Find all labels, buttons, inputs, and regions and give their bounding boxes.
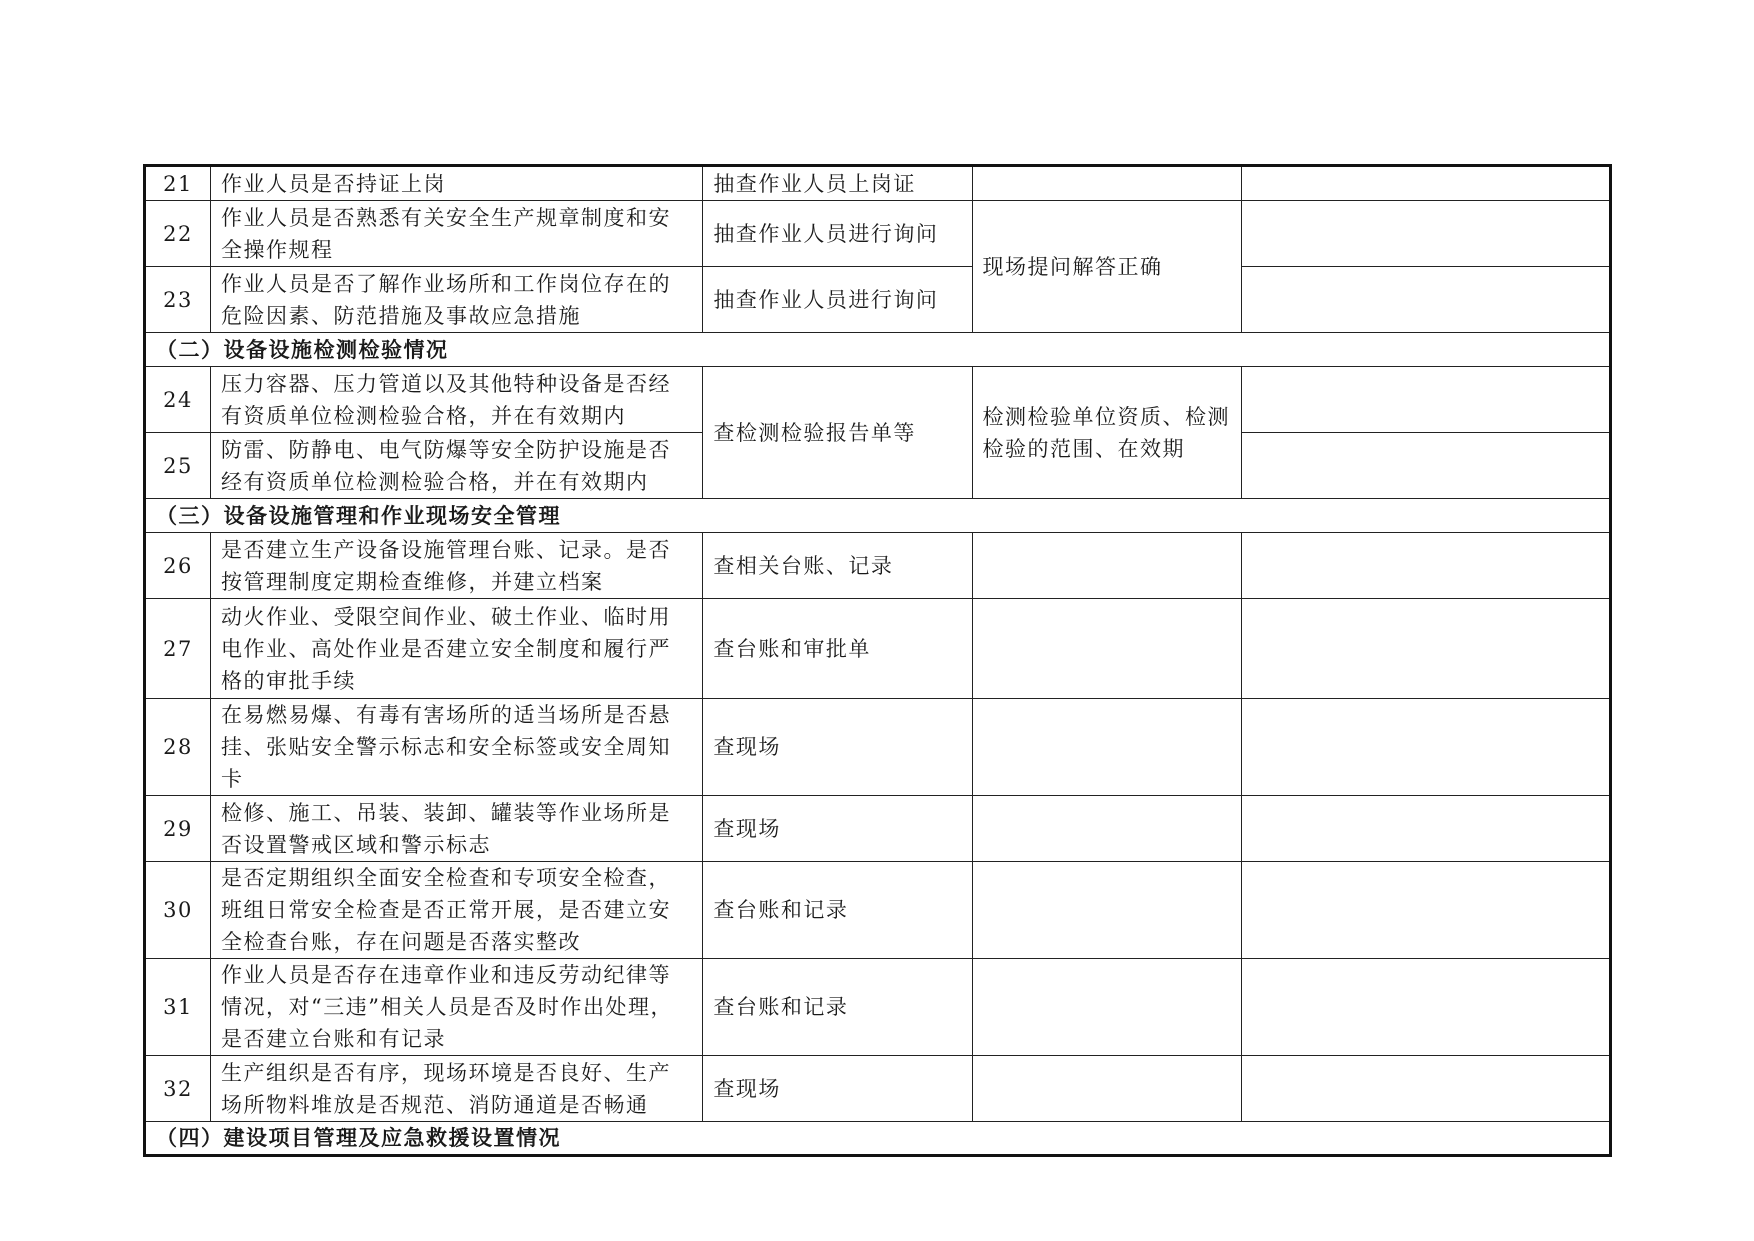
table-row bbox=[145, 1056, 1611, 1122]
item-number: 28 bbox=[145, 699, 211, 796]
check-standard bbox=[972, 599, 1241, 699]
check-method: 抽查作业人员进行询问 bbox=[703, 201, 972, 267]
check-standard bbox=[972, 959, 1241, 1056]
item-number: 30 bbox=[145, 862, 211, 959]
check-remark bbox=[1241, 959, 1610, 1056]
check-item: 在易燃易爆、有毒有害场所的适当场所是否悬挂、张贴安全警示标志和安全标签或安全周知卡 bbox=[211, 699, 703, 796]
check-method: 查相关台账、记录 bbox=[703, 533, 972, 599]
check-standard bbox=[972, 1056, 1241, 1122]
item-number: 27 bbox=[145, 599, 211, 699]
item-number: 21 bbox=[145, 166, 211, 201]
check-item: 是否定期组织全面安全检查和专项安全检查，班组日常安全检查是否正常开展，是否建立安全检查台账，存在问题是否落实整改 bbox=[211, 862, 703, 959]
table-row bbox=[145, 959, 1611, 1056]
section-heading: （四）建设项目管理及应急救援设置情况 bbox=[145, 1122, 1611, 1156]
item-number: 26 bbox=[145, 533, 211, 599]
check-method: 查台账和记录 bbox=[703, 862, 972, 959]
section-heading: （三）设备设施管理和作业现场安全管理 bbox=[145, 499, 1611, 533]
check-item: 检修、施工、吊装、装卸、罐装等作业场所是否设置警戒区域和警示标志 bbox=[211, 796, 703, 862]
item-number: 24 bbox=[145, 367, 211, 433]
table-row bbox=[145, 201, 1611, 267]
table-row bbox=[145, 699, 1611, 796]
check-item: 作业人员是否了解作业场所和工作岗位存在的危险因素、防范措施及事故应急措施 bbox=[211, 267, 703, 333]
check-item: 作业人员是否存在违章作业和违反劳动纪律等情况，对“三违”相关人员是否及时作出处理，是否建立台账和有记录 bbox=[211, 959, 703, 1056]
check-standard: 检测检验单位资质、检测检验的范围、在效期 bbox=[972, 367, 1241, 499]
safety-inspection-table bbox=[143, 164, 1612, 1157]
check-standard bbox=[972, 166, 1241, 201]
check-remark bbox=[1241, 862, 1610, 959]
table-row bbox=[145, 862, 1611, 959]
item-number: 31 bbox=[145, 959, 211, 1056]
section-row bbox=[145, 1122, 1611, 1156]
check-standard: 现场提问解答正确 bbox=[972, 201, 1241, 333]
table-row bbox=[145, 367, 1611, 433]
check-method: 查检测检验报告单等 bbox=[703, 367, 972, 499]
check-remark bbox=[1241, 166, 1610, 201]
check-remark bbox=[1241, 267, 1610, 333]
item-number: 25 bbox=[145, 433, 211, 499]
table-row bbox=[145, 599, 1611, 699]
check-method: 查台账和记录 bbox=[703, 959, 972, 1056]
check-method: 查现场 bbox=[703, 796, 972, 862]
section-row bbox=[145, 333, 1611, 367]
section-heading: （二）设备设施检测检验情况 bbox=[145, 333, 1611, 367]
check-standard bbox=[972, 796, 1241, 862]
check-remark bbox=[1241, 699, 1610, 796]
check-item: 动火作业、受限空间作业、破土作业、临时用电作业、高处作业是否建立安全制度和履行严格的审批手续 bbox=[211, 599, 703, 699]
check-remark bbox=[1241, 796, 1610, 862]
check-remark bbox=[1241, 201, 1610, 267]
check-method: 抽查作业人员进行询问 bbox=[703, 267, 972, 333]
check-standard bbox=[972, 862, 1241, 959]
table-row bbox=[145, 533, 1611, 599]
check-method: 抽查作业人员上岗证 bbox=[703, 166, 972, 201]
check-remark bbox=[1241, 367, 1610, 433]
check-remark bbox=[1241, 533, 1610, 599]
check-item: 是否建立生产设备设施管理台账、记录。是否按管理制度定期检查维修，并建立档案 bbox=[211, 533, 703, 599]
check-method: 查现场 bbox=[703, 699, 972, 796]
table-row bbox=[145, 796, 1611, 862]
section-row bbox=[145, 499, 1611, 533]
check-item: 生产组织是否有序，现场环境是否良好、生产场所物料堆放是否规范、消防通道是否畅通 bbox=[211, 1056, 703, 1122]
check-standard bbox=[972, 533, 1241, 599]
table-row bbox=[145, 267, 1611, 333]
check-remark bbox=[1241, 433, 1610, 499]
item-number: 23 bbox=[145, 267, 211, 333]
check-method: 查现场 bbox=[703, 1056, 972, 1122]
check-item: 作业人员是否持证上岗 bbox=[211, 166, 703, 201]
check-item: 压力容器、压力管道以及其他特种设备是否经有资质单位检测检验合格，并在有效期内 bbox=[211, 367, 703, 433]
check-method: 查台账和审批单 bbox=[703, 599, 972, 699]
item-number: 29 bbox=[145, 796, 211, 862]
item-number: 32 bbox=[145, 1056, 211, 1122]
check-remark bbox=[1241, 1056, 1610, 1122]
table-row bbox=[145, 166, 1611, 201]
check-item: 作业人员是否熟悉有关安全生产规章制度和安全操作规程 bbox=[211, 201, 703, 267]
check-standard bbox=[972, 699, 1241, 796]
check-item: 防雷、防静电、电气防爆等安全防护设施是否经有资质单位检测检验合格，并在有效期内 bbox=[211, 433, 703, 499]
item-number: 22 bbox=[145, 201, 211, 267]
check-remark bbox=[1241, 599, 1610, 699]
